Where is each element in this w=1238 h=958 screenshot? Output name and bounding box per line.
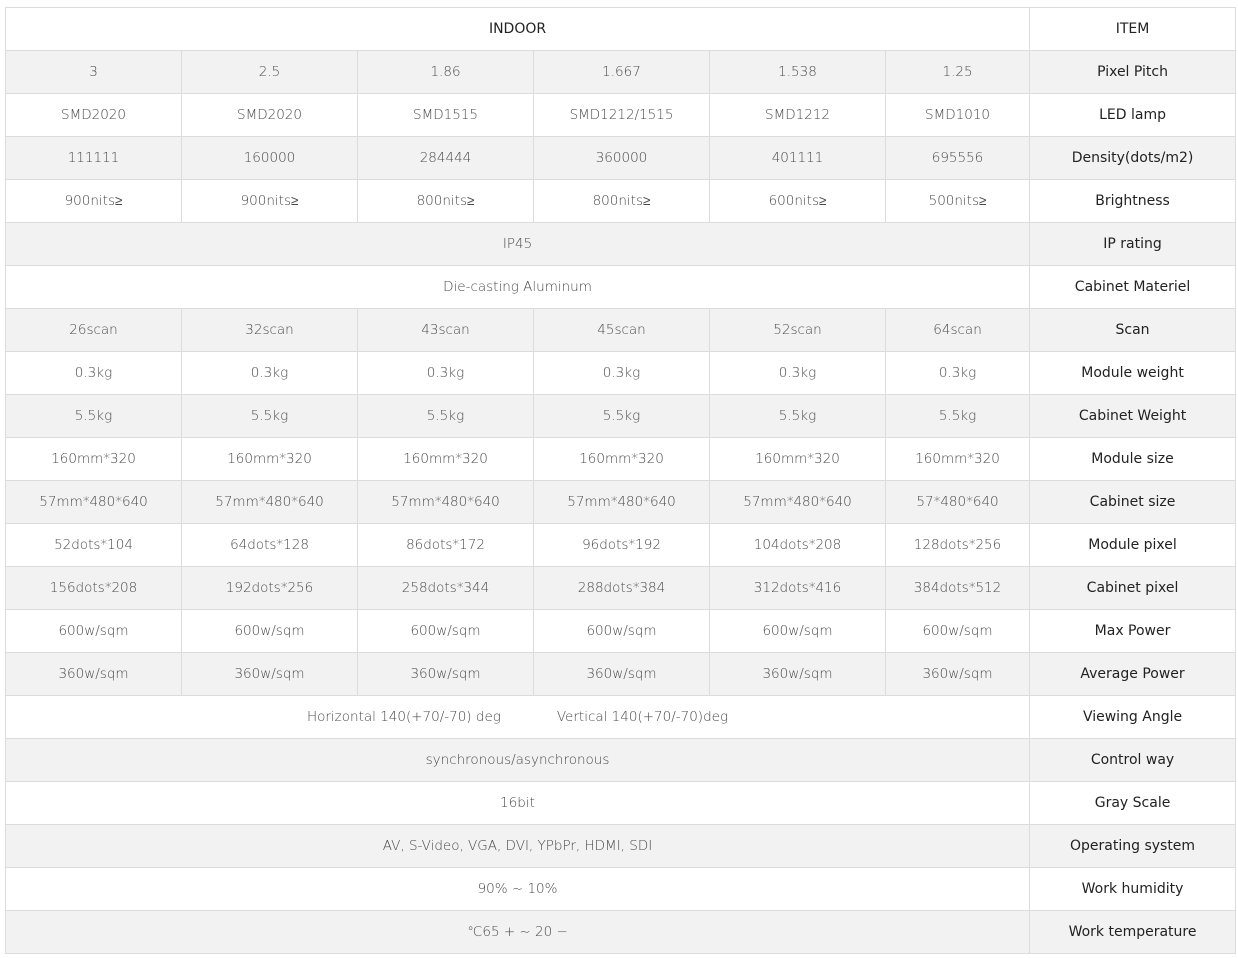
row-work-temperature xyxy=(6,911,1236,954)
cell: 32scan xyxy=(182,309,358,352)
cell: 695556 xyxy=(886,137,1030,180)
cell: 160mm*320 xyxy=(886,438,1030,481)
item-label: Control way xyxy=(1030,739,1236,782)
cell: 0.3kg xyxy=(182,352,358,395)
cell xyxy=(6,696,1030,739)
cell: 288dots*384 xyxy=(534,567,710,610)
row-max-power xyxy=(6,610,1236,653)
viewing-angle-horizontal: Horizontal 140(+70/-70) deg xyxy=(306,709,501,725)
row-led-lamp xyxy=(6,94,1236,137)
cell: synchronous/asynchronous xyxy=(6,739,1030,782)
row-gray-scale xyxy=(6,782,1236,825)
cell: 900nits≥ xyxy=(182,180,358,223)
spec-table xyxy=(5,7,1236,954)
item-label: Pixel Pitch xyxy=(1030,51,1236,94)
cell: 192dots*256 xyxy=(182,567,358,610)
cell: 160mm*320 xyxy=(534,438,710,481)
cell: 1.538 xyxy=(710,51,886,94)
cell: 384dots*512 xyxy=(886,567,1030,610)
cell: 2.5 xyxy=(182,51,358,94)
row-cabinet-materiel xyxy=(6,266,1236,309)
row-operating-system xyxy=(6,825,1236,868)
cell: 160mm*320 xyxy=(710,438,886,481)
item-label: Viewing Angle xyxy=(1030,696,1236,739)
cell: SMD1212 xyxy=(710,94,886,137)
cell: 600w/sqm xyxy=(534,610,710,653)
cell: 0.3kg xyxy=(6,352,182,395)
item-label: Scan xyxy=(1030,309,1236,352)
cell: 5.5kg xyxy=(358,395,534,438)
cell: 0.3kg xyxy=(534,352,710,395)
cell: 1.667 xyxy=(534,51,710,94)
cell: 600w/sqm xyxy=(6,610,182,653)
cell: 160mm*320 xyxy=(182,438,358,481)
row-cabinet-pixel xyxy=(6,567,1236,610)
item-label: Module pixel xyxy=(1030,524,1236,567)
cell: 43scan xyxy=(358,309,534,352)
item-label: Cabinet Materiel xyxy=(1030,266,1236,309)
row-scan xyxy=(6,309,1236,352)
cell: 5.5kg xyxy=(182,395,358,438)
cell: SMD2020 xyxy=(6,94,182,137)
cell: 160mm*320 xyxy=(358,438,534,481)
item-label: Gray Scale xyxy=(1030,782,1236,825)
cell: 360000 xyxy=(534,137,710,180)
row-ip-rating xyxy=(6,223,1236,266)
cell: 86dots*172 xyxy=(358,524,534,567)
row-module-pixel xyxy=(6,524,1236,567)
cell: Die-casting Aluminum xyxy=(6,266,1030,309)
cell: 57mm*480*640 xyxy=(6,481,182,524)
cell: 284444 xyxy=(358,137,534,180)
cell: 312dots*416 xyxy=(710,567,886,610)
cell: 360w/sqm xyxy=(6,653,182,696)
row-average-power xyxy=(6,653,1236,696)
cell: 800nits≥ xyxy=(358,180,534,223)
cell: 1.25 xyxy=(886,51,1030,94)
cell: 360w/sqm xyxy=(534,653,710,696)
cell: 600w/sqm xyxy=(182,610,358,653)
cell: 52scan xyxy=(710,309,886,352)
item-label: Module weight xyxy=(1030,352,1236,395)
item-label: Max Power xyxy=(1030,610,1236,653)
cell: 5.5kg xyxy=(6,395,182,438)
row-density xyxy=(6,137,1236,180)
item-label: Operating system xyxy=(1030,825,1236,868)
cell: 5.5kg xyxy=(886,395,1030,438)
cell: 57mm*480*640 xyxy=(710,481,886,524)
cell: 111111 xyxy=(6,137,182,180)
cell: 26scan xyxy=(6,309,182,352)
row-work-humidity xyxy=(6,868,1236,911)
cell: 360w/sqm xyxy=(886,653,1030,696)
row-control-way xyxy=(6,739,1236,782)
item-label: Cabinet size xyxy=(1030,481,1236,524)
cell: 104dots*208 xyxy=(710,524,886,567)
row-brightness xyxy=(6,180,1236,223)
indoor-header: INDOOR xyxy=(6,8,1030,51)
cell: 57*480*640 xyxy=(886,481,1030,524)
viewing-angle-vertical: Vertical 140(+70/-70)deg xyxy=(556,709,729,725)
row-module-weight xyxy=(6,352,1236,395)
cell: 0.3kg xyxy=(710,352,886,395)
cell: 45scan xyxy=(534,309,710,352)
cell: 360w/sqm xyxy=(710,653,886,696)
cell: 3 xyxy=(6,51,182,94)
item-label: Work temperature xyxy=(1030,911,1236,954)
cell: 52dots*104 xyxy=(6,524,182,567)
row-cabinet-size xyxy=(6,481,1236,524)
cell: 500nits≥ xyxy=(886,180,1030,223)
item-label: IP rating xyxy=(1030,223,1236,266)
cell: SMD2020 xyxy=(182,94,358,137)
cell: 900nits≥ xyxy=(6,180,182,223)
cell: 64scan xyxy=(886,309,1030,352)
cell: 57mm*480*640 xyxy=(534,481,710,524)
cell: ℃65 + ~ 20 − xyxy=(6,911,1030,954)
cell: 5.5kg xyxy=(710,395,886,438)
cell: 64dots*128 xyxy=(182,524,358,567)
row-pixel-pitch xyxy=(6,51,1236,94)
cell: 258dots*344 xyxy=(358,567,534,610)
cell: 360w/sqm xyxy=(358,653,534,696)
item-label: Cabinet Weight xyxy=(1030,395,1236,438)
item-label: Density(dots/m2) xyxy=(1030,137,1236,180)
cell: AV, S-Video, VGA, DVI, YPbPr, HDMI, SDI xyxy=(6,825,1030,868)
row-module-size xyxy=(6,438,1236,481)
cell: SMD1212/1515 xyxy=(534,94,710,137)
cell: 16bit xyxy=(6,782,1030,825)
cell: 128dots*256 xyxy=(886,524,1030,567)
row-cabinet-weight xyxy=(6,395,1236,438)
cell: 57mm*480*640 xyxy=(358,481,534,524)
cell: 600w/sqm xyxy=(358,610,534,653)
cell: 160000 xyxy=(182,137,358,180)
item-label: Average Power xyxy=(1030,653,1236,696)
cell: 160mm*320 xyxy=(6,438,182,481)
cell: 0.3kg xyxy=(358,352,534,395)
item-label: Work humidity xyxy=(1030,868,1236,911)
item-header: ITEM xyxy=(1030,8,1236,51)
row-viewing-angle xyxy=(6,696,1236,739)
cell: SMD1010 xyxy=(886,94,1030,137)
cell: IP45 xyxy=(6,223,1030,266)
cell: 401111 xyxy=(710,137,886,180)
cell: 600w/sqm xyxy=(886,610,1030,653)
cell: 5.5kg xyxy=(534,395,710,438)
cell: 0.3kg xyxy=(886,352,1030,395)
cell: SMD1515 xyxy=(358,94,534,137)
item-label: Brightness xyxy=(1030,180,1236,223)
cell: 57mm*480*640 xyxy=(182,481,358,524)
cell: 360w/sqm xyxy=(182,653,358,696)
cell: 156dots*208 xyxy=(6,567,182,610)
cell: 800nits≥ xyxy=(534,180,710,223)
cell: 600nits≥ xyxy=(710,180,886,223)
cell: 1.86 xyxy=(358,51,534,94)
cell: 600w/sqm xyxy=(710,610,886,653)
cell: 96dots*192 xyxy=(534,524,710,567)
cell: 90% ~ 10% xyxy=(6,868,1030,911)
item-label: Cabinet pixel xyxy=(1030,567,1236,610)
header-row xyxy=(6,8,1236,51)
item-label: Module size xyxy=(1030,438,1236,481)
item-label: LED lamp xyxy=(1030,94,1236,137)
